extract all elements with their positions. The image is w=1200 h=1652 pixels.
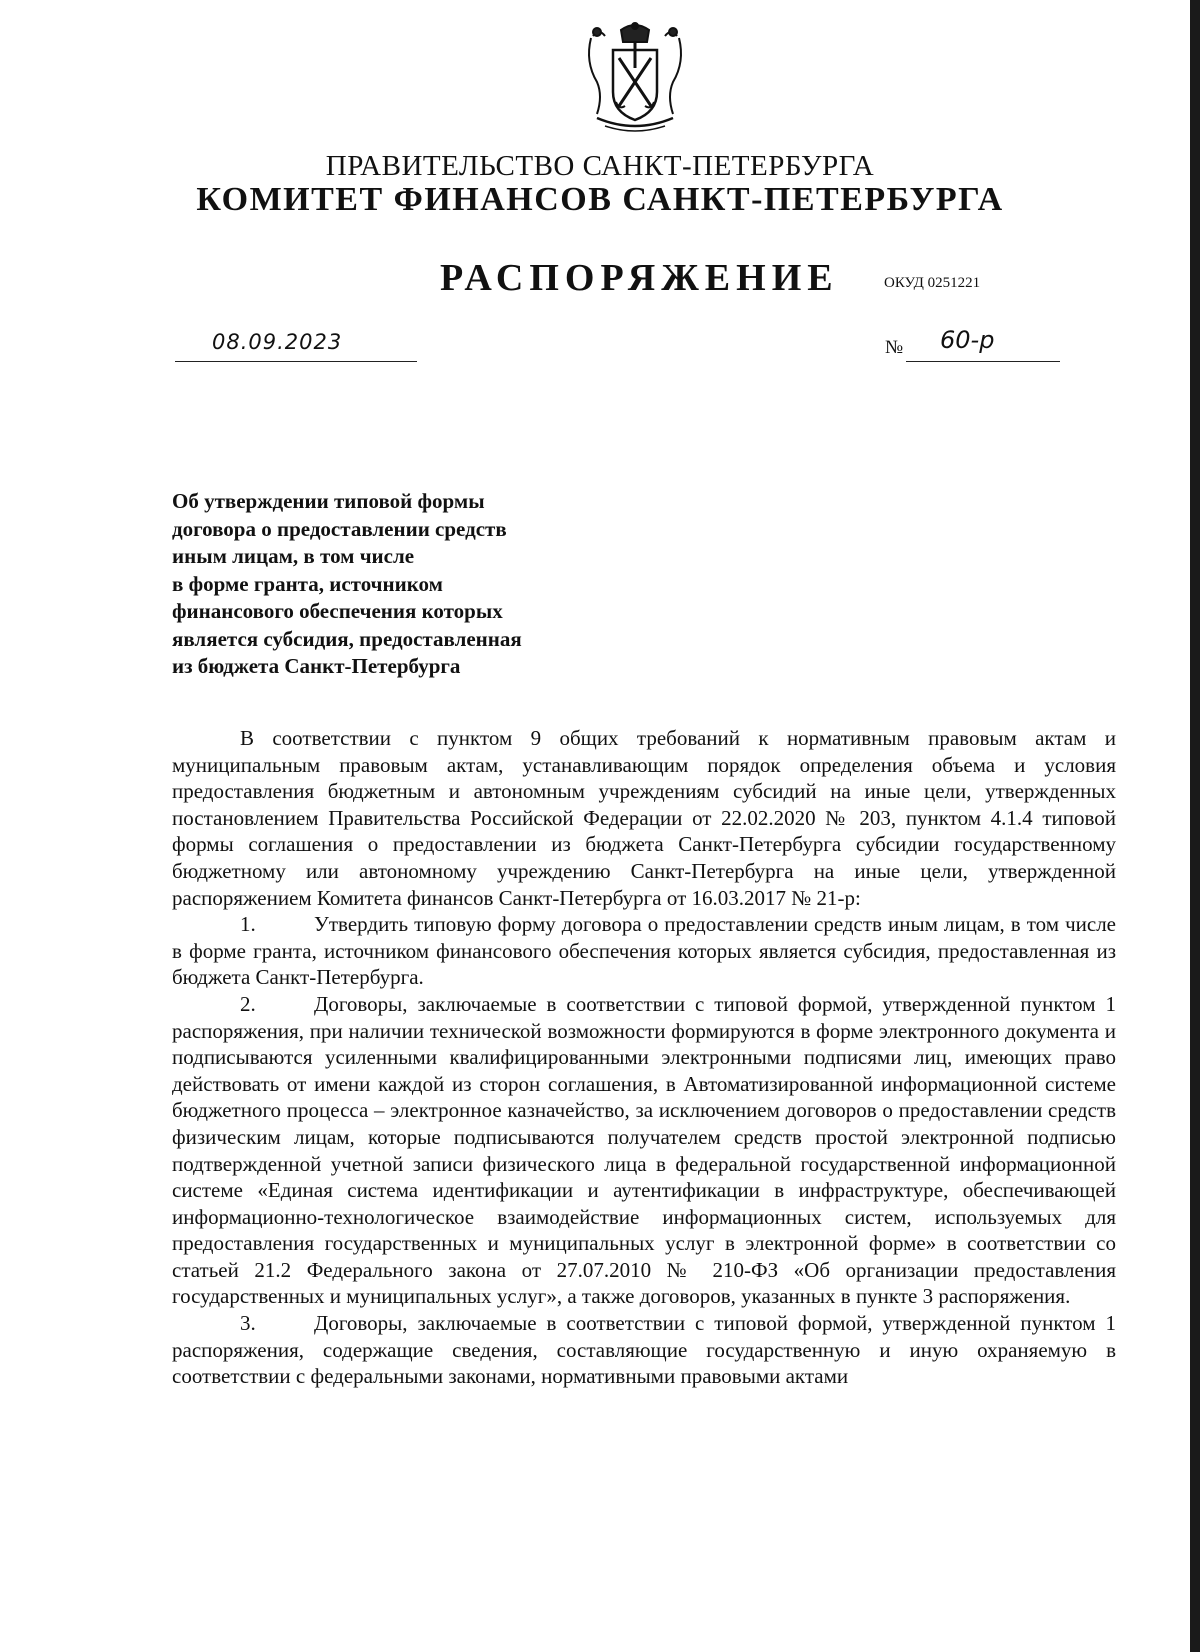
subject-line: финансового обеспечения которых [172, 599, 503, 623]
clause-number: 3. [240, 1311, 256, 1336]
number-label: № [885, 337, 904, 358]
clause-text: Утвердить типовую форму договора о предоставлении средств иным лицам, в том числе в форме гранта, источником финансового обеспечения которых является субсидия, предоставленная из бюджета Санкт-Петербурга. [172, 912, 1116, 990]
committee-name: КОМИТЕТ ФИНАНСОВ САНКТ-ПЕТЕРБУРГА [196, 181, 1004, 218]
clause-text: Договоры, заключаемые в соответствии с типовой формой, утвержденной пунктом 1 распоряжения, при наличии технической возможности формируются в форме электронного документа и подписываются усиленными квалифицированными электронными подписями лиц, имеющих право действовать от имени каждой из сторон соглашения, в Автоматизированной информационной системе бюджетного процесса – электронное казначейство, за исключением договоров о предоставлении средств физическим лицам, которые подписываются получателем средств простой электронной подписью подтвержденной учетной записи физического лица в федеральной государственной информационной системе «Единая система идентификации и аутентификации в инфраструктуре, обеспечивающей информационно-технологическое взаимодействие информационных систем, используемых для предоставления государственных и муниципальных услуг в электронной форме» в соответствии со статьей 21.2 Федерального закона от 27.07.2010 № 210-ФЗ «Об организации предоставления государственных и муниципальных услуг», а также договоров, указанных в пункте 3 распоряжения. [172, 991, 1116, 1309]
clause-number: 1. [240, 912, 256, 937]
okud-code: ОКУД 0251221 [884, 275, 981, 291]
subject-line: является субсидия, предоставленная [172, 626, 522, 651]
clause-1 [172, 911, 1116, 991]
scan-edge [1190, 0, 1200, 1652]
clause-3 [172, 1310, 1116, 1390]
clause-text: Договоры, заключаемые в соответствии с типовой формой, утвержденной пунктом 1 распоряжения, содержащие сведения, составляющие государственную и иную охраняемую в соответствии с федеральными законами, нормативными правовыми актами [172, 1311, 1116, 1389]
document-date: 08.09.2023 [212, 330, 343, 354]
clause-2 [172, 991, 1116, 1310]
clause-number: 2. [240, 991, 256, 1016]
subject-line: иным лицам, в том числе [172, 544, 415, 568]
subject-line: из бюджета Санкт-Петербурга [172, 654, 461, 678]
subject-line: в форме гранта, источником [172, 571, 443, 596]
document-subject [172, 488, 632, 681]
document-body [172, 725, 1116, 1390]
document-type: РАСПОРЯЖЕНИЕ [440, 257, 839, 299]
subject-line: договора о предоставлении средств [172, 516, 507, 541]
subject-line: Об утверждении типовой формы [172, 489, 485, 513]
document-number: 60-р [940, 326, 995, 354]
preamble-paragraph: В соответствии с пунктом 9 общих требований к нормативным правовым актам и муниципальным правовым актам, устанавливающим порядок определения объема и условия предоставления бюджетным и автономным учреждениям субсидий на иные цели, утвержденных постановлением Правительства Российской Федерации от 22.02.2020 № 203, пунктом 4.1.4 типовой формы соглашения о предоставлении из бюджета Санкт-Петербурга субсидии государственному бюджетному или автономному учреждению Санкт-Петербурга на иные цели, утвержденной распоряжением Комитета финансов Санкт-Петербурга от 16.03.2017 № 21-р: [172, 726, 1116, 910]
government-name: ПРАВИТЕЛЬСТВО САНКТ-ПЕТЕРБУРГА [325, 150, 875, 182]
coat-of-arms-icon [583, 22, 687, 134]
